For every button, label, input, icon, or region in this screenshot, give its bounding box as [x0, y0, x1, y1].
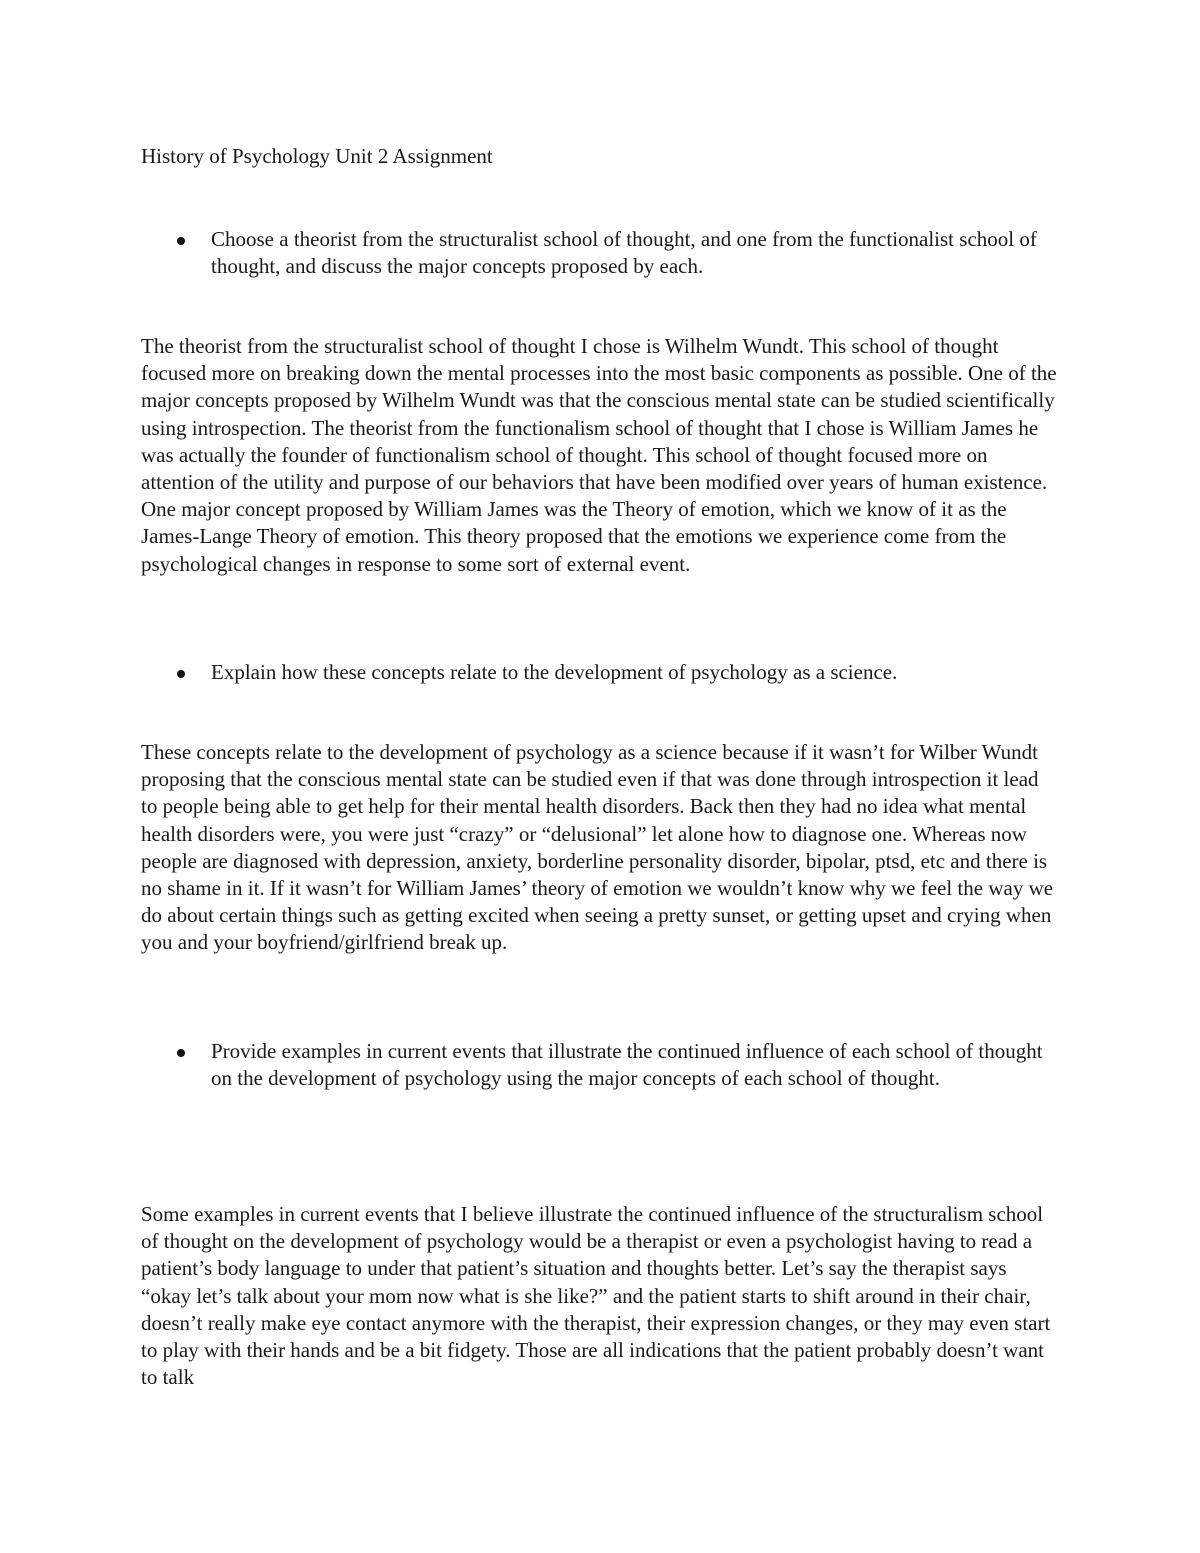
prompt-text-2: Explain how these concepts relate to the development of psychology as a science. [211, 660, 898, 684]
answer-paragraph-3: Some examples in current events that I believe illustrate the continued influence of the structuralism school of thought on the development of psychology would be a therapist or even a psychologist having to read a patient’s body language to under that patient’s situation and thoughts better. Let’s say the therapist says “okay let’s talk about your mom now what is she like?” and the patient starts to shift around in their chair, doesn’t really make eye contact anymore with the therapist, their expression changes, or they may even start to play with their hands and be a bit fidgety. Those are all indications that the patient probably doesn’t want to talk [141, 1202, 1051, 1390]
prompt-item-1 [141, 226, 1056, 281]
answer-paragraph-2: These concepts relate to the development of psychology as a science because if it wasn’t for Wilber Wundt proposing that the conscious mental state can be studied even if that was done through introspection it lead to people being able to get help for their mental health disorders. Back then they had no idea what mental health disorders were, you were just “crazy” or “delusional” let alone how to diagnose one. Whereas now people are diagnosed with depression, anxiety, borderline personality disorder, bipolar, ptsd, etc and there is no shame in it. If it wasn’t for William James’ theory of emotion we wouldn’t know why we feel the way we do about certain things such as getting excited when seeing a pretty sunset, or getting upset and crying when you and your boyfriend/girlfriend break up. [141, 740, 1054, 955]
bullet-icon [177, 670, 185, 678]
answer-paragraph-1: The theorist from the structuralist school of thought I chose is Wilhelm Wundt. This school of thought focused more on breaking down the mental processes into the most basic components as possible. One of the major concepts proposed by Wilhelm Wundt was that the conscious mental state can be studied scientifically using introspection. The theorist from the functionalism school of thought that I chose is William James he was actually the founder of functionalism school of thought. This school of thought focused more on attention of the utility and purpose of our behaviors that have been modified over years of human existence. One major concept proposed by William James was the Theory of emotion, which we know of it as the James-Lange Theory of emotion. This theory proposed that the emotions we experience come from the psychological changes in response to some sort of external event. [141, 334, 1057, 576]
prompt-item-2 [141, 659, 1056, 686]
prompt-item-3 [141, 1038, 1056, 1093]
prompt-text-3: Provide examples in current events that illustrate the continued influence of each school of thought on the development of psychology using the major concepts of each school of thought. [211, 1039, 1043, 1091]
prompt-text-1: Choose a theorist from the structuralist school of thought, and one from the functionalist school of thought, and discuss the major concepts proposed by each. [211, 227, 1037, 279]
document-title: History of Psychology Unit 2 Assignment [141, 144, 493, 168]
bullet-icon [177, 237, 185, 245]
bullet-icon [177, 1049, 185, 1057]
